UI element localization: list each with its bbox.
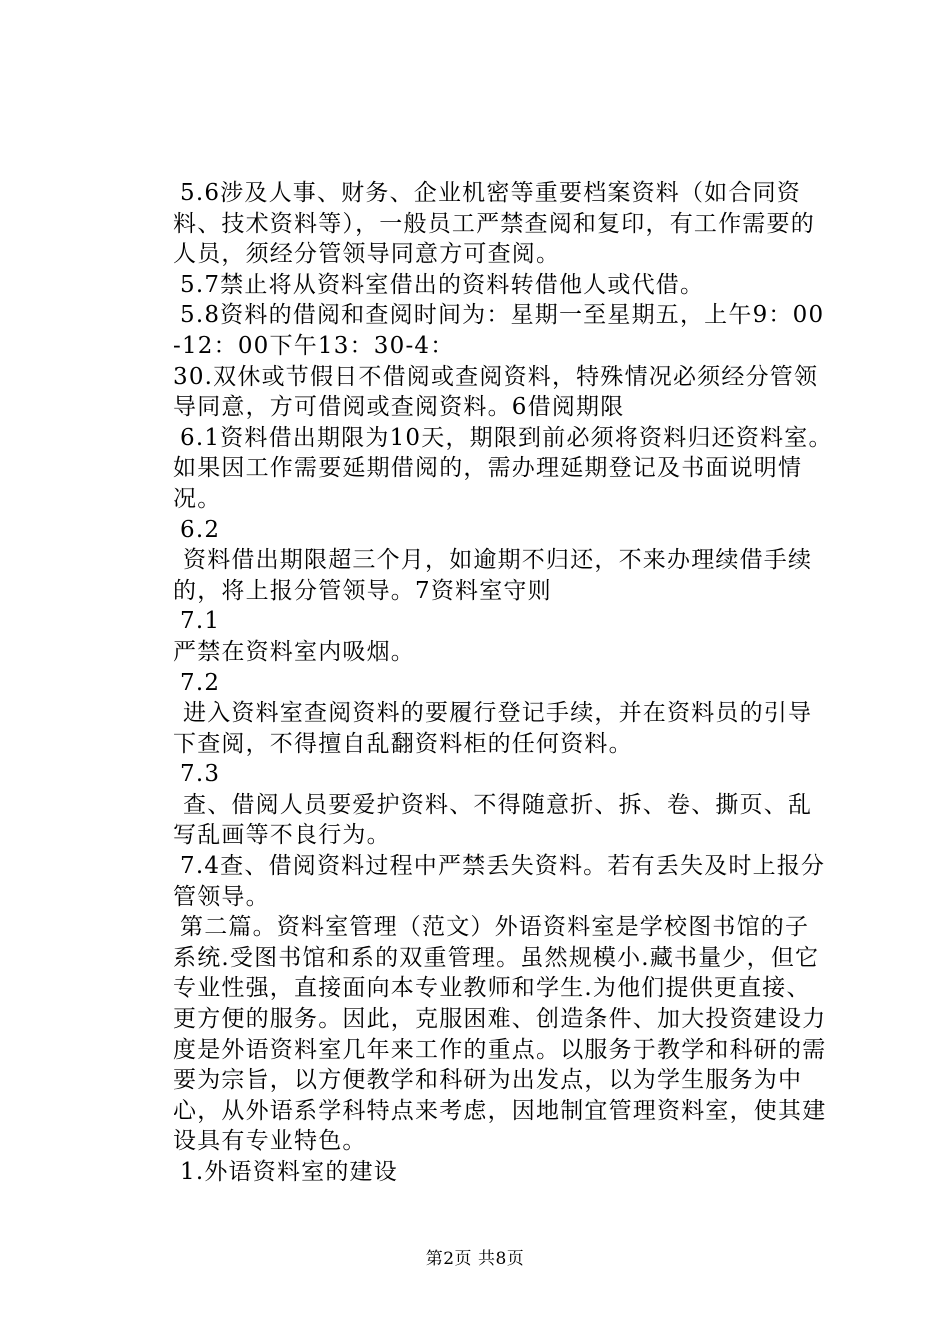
heading-7-3: 7.3 [180,761,221,788]
paragraph-section-1: 1.外语资料室的建设 [180,1159,398,1185]
paragraph-5-6: 5.6涉及人事、财务、企业机密等重要档案资料（如合同资料、技术资料等），一般员工严禁查阅和复印，有工作需要的人员，须经分管领导同意方可查阅。 [173,180,815,268]
paragraph-7-2: 进入资料室查阅资料的要履行登记手续，并在资料员的引导下查阅，不得擅自乱翻资料柜的任何资料。 [173,700,813,757]
page-footer [0,1244,950,1269]
paragraph-7-4: 7.4查、借阅资料过程中严禁丢失资料。若有丢失及时上报分管领导。 [173,853,826,910]
paragraph-second-article: 第二篇。资料室管理（范文）外语资料室是学校图书馆的子系统.受图书馆和系的双重管理。虽然规模小.藏书量少，但它专业性强，直接面向本专业教师和学生.为他们提供更直接、更方便的服务。因此，克服困难、创造条件、加大投资建设力度是外语资料室几年来工作的重点。以服务于教学和科研的需要为宗旨，以方便教学和科研为出发点，以为学生服务为中心，从外语系学科特点来考虑，因地制宜管理资料室，使其建设具有专业特色。 [173,914,827,1155]
paragraph-5-8-continued: 30.双休或节假日不借阅或查阅资料，特殊情况必须经分管领导同意，方可借阅或查阅资料。6借阅期限 [173,363,819,421]
document-body [173,178,833,1188]
paragraph-7-1: 严禁在资料室内吸烟。 [173,638,415,665]
heading-7-1: 7.1 [180,608,221,635]
paragraph-6-2: 资料借出期限超三个月，如逾期不归还，不来办理续借手续的，将上报分管领导。7资料室守则 [173,547,813,604]
paragraph-5-8: 5.8资料的借阅和查阅时间为：星期一至星期五，上午9：00-12：00下午13：30-4： [173,302,825,359]
heading-6-2: 6.2 [180,516,221,543]
paragraph-6-1: 6.1资料借出期限为10天，期限到前必须将资料归还资料室。如果因工作需要延期借阅的，需办理延期登记及书面说明情况。 [173,424,833,512]
paragraph-7-3: 查、借阅人员要爱护资料、不得随意折、拆、卷、撕页、乱写乱画等不良行为。 [173,791,813,849]
heading-7-2: 7.2 [180,669,221,696]
page-number-label: 第2页 共8页 [425,1249,525,1269]
paragraph-5-7: 5.7禁止将从资料室借出的资料转借他人或代借。 [180,271,705,298]
